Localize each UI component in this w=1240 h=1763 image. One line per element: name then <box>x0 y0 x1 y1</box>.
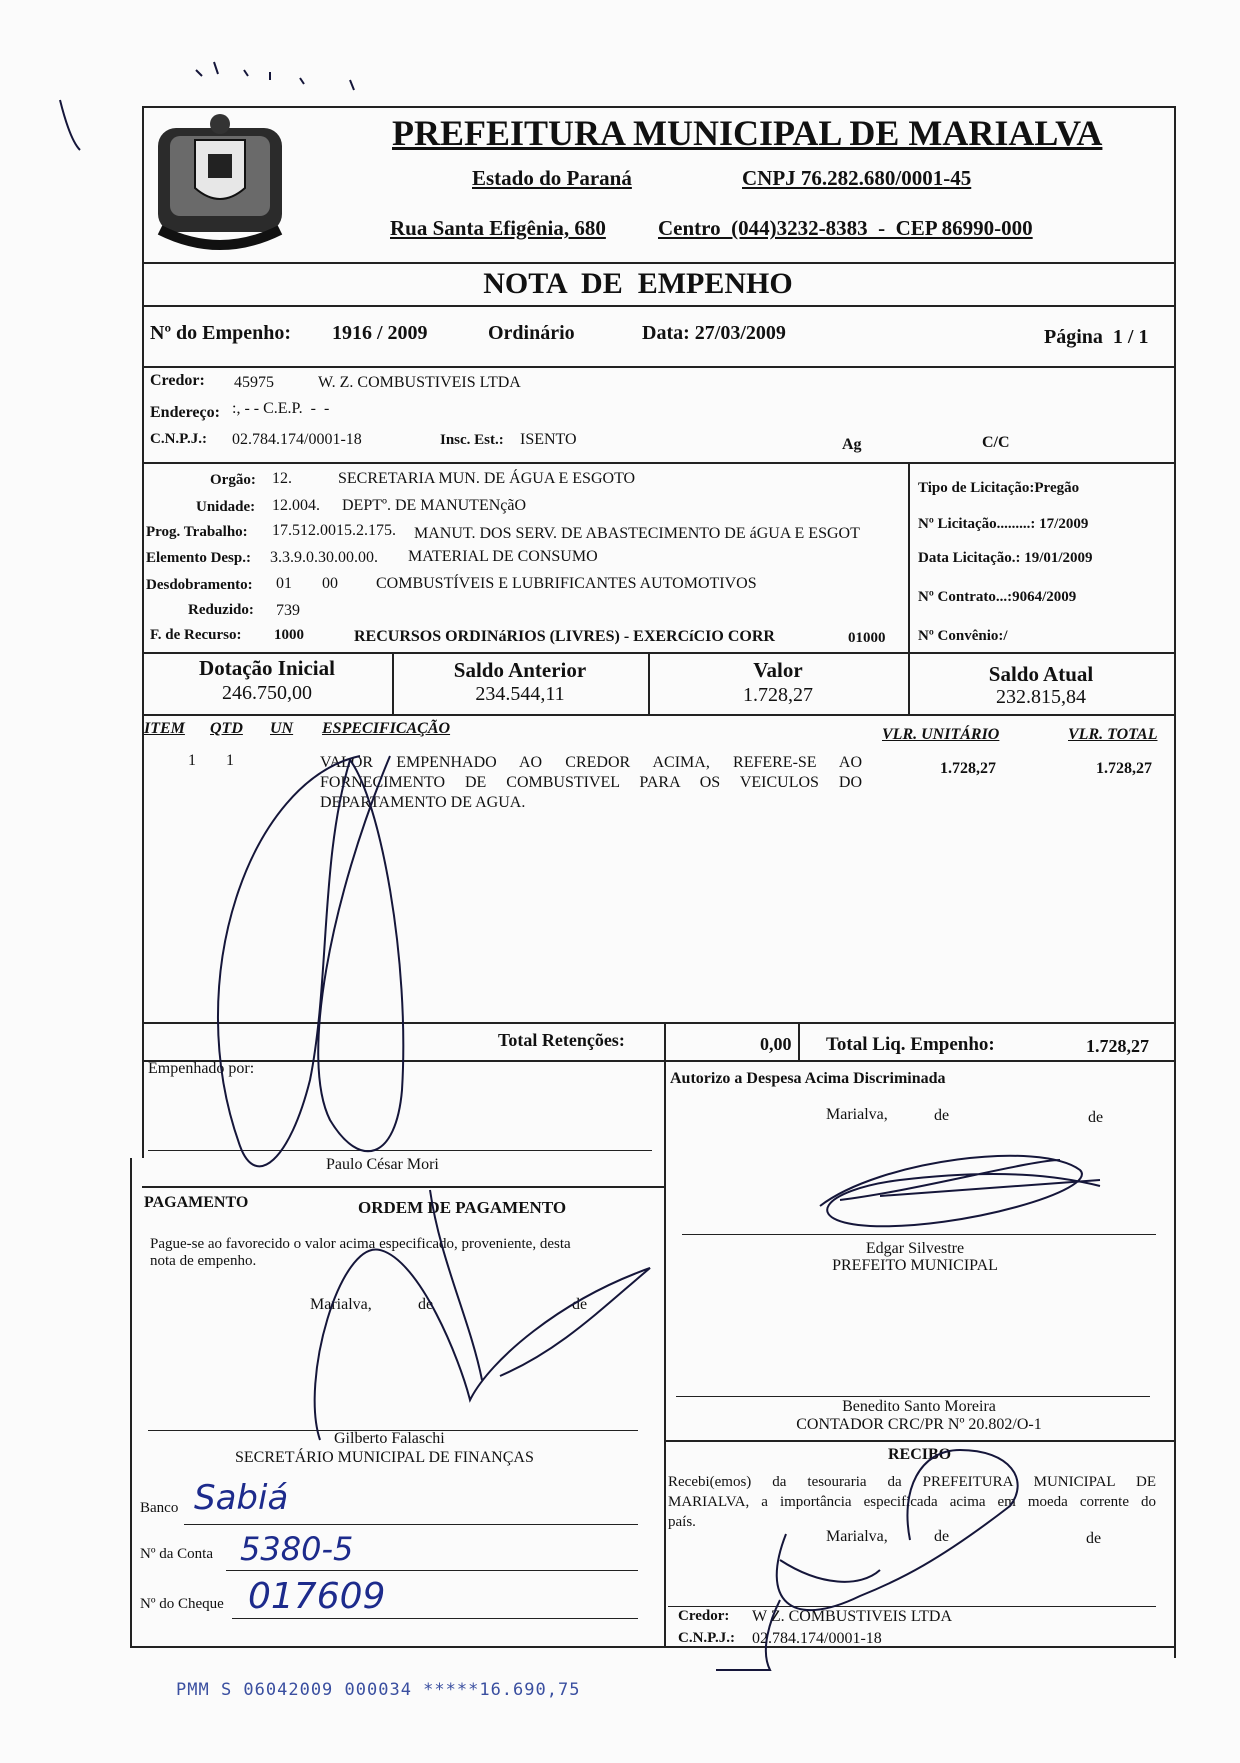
prog-label: Prog. Trabalho: <box>146 524 248 540</box>
pagamento-text-line1: Pague-se ao favorecido o valor acima especificado, proveniente, desta <box>150 1236 571 1252</box>
desdobramento-name: COMBUSTÍVEIS E LUBRIFICANTES AUTOMOTIVOS <box>376 575 757 592</box>
saldo-anterior-value: 234.544,11 <box>475 683 565 705</box>
licitacao-contrato: Nº Contrato...:9064/2009 <box>918 589 1077 605</box>
dotacao-label: Dotação Inicial <box>199 656 335 680</box>
dotacao-value: 246.750,00 <box>222 682 312 704</box>
org-street: Rua Santa Efigênia, 680 <box>390 216 606 240</box>
prefeito-name: Edgar Silvestre <box>865 1240 965 1257</box>
unidade-label: Unidade: <box>196 499 256 515</box>
licitacao-numero: Nº Licitação.........: 17/2009 <box>918 516 1089 532</box>
orgao-code: 12. <box>272 470 292 487</box>
recibo-city: Marialva, <box>826 1528 888 1545</box>
recibo-credor-label: Credor: <box>678 1608 730 1624</box>
col-vlr-unitario: VLR. UNITÁRIO <box>882 726 1000 743</box>
saldo-atual-label: Saldo Atual <box>988 662 1094 686</box>
insc-label: Insc. Est.: <box>440 432 504 448</box>
pagamento-city: Marialva, <box>310 1296 372 1313</box>
empenho-label: Nº do Empenho: <box>150 322 292 344</box>
pagamento-de1: de <box>418 1296 434 1313</box>
elemento-label: Elemento Desp.: <box>146 550 251 566</box>
recurso-number: 01000 <box>848 630 886 646</box>
empenho-number: 1916 / 2009 <box>332 322 428 344</box>
elemento-code: 3.3.9.0.30.00.00. <box>270 549 378 566</box>
secretario-name: Gilberto Falaschi <box>334 1430 445 1447</box>
row-spec-line3: DEPARTAMENTO DE AGUA. <box>320 794 526 811</box>
elemento-name: MATERIAL DE CONSUMO <box>408 548 598 565</box>
col-especificacao: ESPECIFICAÇÃO <box>322 720 451 737</box>
recibo-cnpj-value: 02.784.174/0001-18 <box>752 1630 882 1647</box>
empenho-type: Ordinário <box>488 322 575 344</box>
col-item: ITEM <box>144 720 185 737</box>
orgao-name: SECRETARIA MUN. DE ÁGUA E ESGOTO <box>338 470 636 487</box>
valor-value: 1.728,27 <box>743 684 813 706</box>
retencoes-value: 0,00 <box>760 1034 792 1054</box>
banco-value: Sabiá <box>194 1478 289 1518</box>
licitacao-convenio: Nº Convênio:/ <box>918 628 1008 644</box>
recibo-de1: de <box>934 1528 950 1545</box>
col-un: UN <box>270 720 294 737</box>
recibo-de2: de <box>1086 1530 1102 1547</box>
pagamento-text-line2: nota de empenho. <box>150 1253 257 1269</box>
empenhado-label: Empenhado por: <box>148 1060 255 1077</box>
recibo-text-line2: MARIALVA, a importância especificada acima em moeda corrente do <box>668 1494 1156 1510</box>
row-spec-line2: FORNECIMENTO DE COMBUSTIVEL PARA OS VEICULOS DO <box>320 774 862 791</box>
retencoes-label: Total Retenções: <box>498 1030 625 1050</box>
recurso-name: RECURSOS ORDINáRIOS (LIVRES) - EXERCíCIO CORR <box>354 628 775 645</box>
autorizo-de1: de <box>934 1107 950 1124</box>
address-value: :, - - C.E.P. - - <box>232 400 330 417</box>
credor-label: Credor: <box>150 372 205 389</box>
autorizo-city: Marialva, <box>826 1106 888 1123</box>
credor-cnpj-label: C.N.P.J.: <box>150 431 207 447</box>
prefeito-role: PREFEITO MUNICIPAL <box>832 1257 998 1274</box>
prog-code: 17.512.0015.2.175. <box>272 522 396 539</box>
total-liquido-value: 1.728,27 <box>1086 1036 1149 1056</box>
total-liquido-label: Total Liq. Empenho: <box>826 1034 995 1055</box>
col-vlr-total: VLR. TOTAL <box>1068 726 1158 743</box>
secretario-role: SECRETÁRIO MUNICIPAL DE FINANÇAS <box>235 1449 534 1466</box>
unidade-code: 12.004. <box>272 497 320 514</box>
pagamento-de2: de <box>572 1296 588 1313</box>
contador-role: CONTADOR CRC/PR Nº 20.802/O-1 <box>796 1416 1042 1433</box>
recibo-title: RECIBO <box>888 1446 952 1463</box>
ordem-pagamento-label: ORDEM DE PAGAMENTO <box>358 1198 567 1217</box>
row-spec-line1: VALOR EMPENHADO AO CREDOR ACIMA, REFERE-SE AO <box>320 754 862 771</box>
desdobramento-label: Desdobramento: <box>146 577 253 593</box>
row-unit-value: 1.728,27 <box>940 760 996 777</box>
row-item: 1 <box>188 752 196 769</box>
reduzido-label: Reduzido: <box>188 602 254 618</box>
empenhado-name: Paulo César Mori <box>326 1156 439 1173</box>
payment-stamp: PMM S 06042009 000034 *****16.690,75 <box>176 1680 581 1700</box>
valor-label: Valor <box>753 658 803 682</box>
credor-code: 45975 <box>234 374 274 391</box>
col-qtd: QTD <box>210 720 243 737</box>
recibo-text-line1: Recebi(emos) da tesouraria da PREFEITURA MUNICIPAL DE <box>668 1474 1156 1490</box>
page-indicator: Página 1 / 1 <box>1044 326 1149 348</box>
conta-value: 5380-5 <box>240 1530 354 1568</box>
prog-name: MANUT. DOS SERV. DE ABASTECIMENTO DE áGUA E ESGOT <box>414 525 860 542</box>
empenho-date: Data: 27/03/2009 <box>642 322 786 344</box>
contador-name: Benedito Santo Moreira <box>842 1398 996 1415</box>
recurso-label: F. de Recurso: <box>150 627 242 643</box>
row-total-value: 1.728,27 <box>1096 760 1152 777</box>
insc-value: ISENTO <box>520 431 577 448</box>
org-name: PREFEITURA MUNICIPAL DE MARIALVA <box>392 113 1103 153</box>
org-address: Centro (044)3232-8383 - CEP 86990-000 <box>658 216 1033 240</box>
reduzido-value: 739 <box>276 602 300 619</box>
recurso-code: 1000 <box>274 627 304 643</box>
licitacao-data: Data Licitação.: 19/01/2009 <box>918 550 1093 566</box>
recibo-text-line3: país. <box>668 1514 696 1530</box>
autorizo-label: Autorizo a Despesa Acima Discriminada <box>670 1070 946 1087</box>
recibo-cnpj-label: C.N.P.J.: <box>678 1630 735 1646</box>
saldo-atual-value: 232.815,84 <box>996 686 1086 708</box>
autorizo-de2: de <box>1088 1109 1104 1126</box>
licitacao-tipo: Tipo de Licitação:Pregão <box>918 480 1080 496</box>
saldo-anterior-label: Saldo Anterior <box>453 658 587 682</box>
ag-label: Ag <box>842 436 862 453</box>
org-cnpj: CNPJ 76.282.680/0001-45 <box>742 166 972 190</box>
row-qtd: 1 <box>226 752 234 769</box>
desdobramento-code1: 01 <box>276 575 292 592</box>
cheque-label: Nº do Cheque <box>140 1596 224 1612</box>
document-title: NOTA DE EMPENHO <box>483 267 793 300</box>
conta-label: Nº da Conta <box>140 1546 213 1562</box>
cc-label: C/C <box>982 434 1010 451</box>
recibo-credor-value: W Z. COMBUSTIVEIS LTDA <box>752 1608 953 1625</box>
cheque-value: 017609 <box>248 1576 386 1617</box>
state-name: Estado do Paraná <box>472 166 632 190</box>
credor-cnpj-value: 02.784.174/0001-18 <box>232 431 362 448</box>
orgao-label: Orgão: <box>210 472 256 488</box>
pagamento-label: PAGAMENTO <box>144 1194 249 1211</box>
credor-name: W. Z. COMBUSTIVEIS LTDA <box>318 374 521 391</box>
desdobramento-code2: 00 <box>322 575 338 592</box>
unidade-name: DEPTº. DE MANUTENçãO <box>342 497 527 514</box>
address-label: Endereço: <box>150 404 220 421</box>
banco-label: Banco <box>140 1500 179 1516</box>
